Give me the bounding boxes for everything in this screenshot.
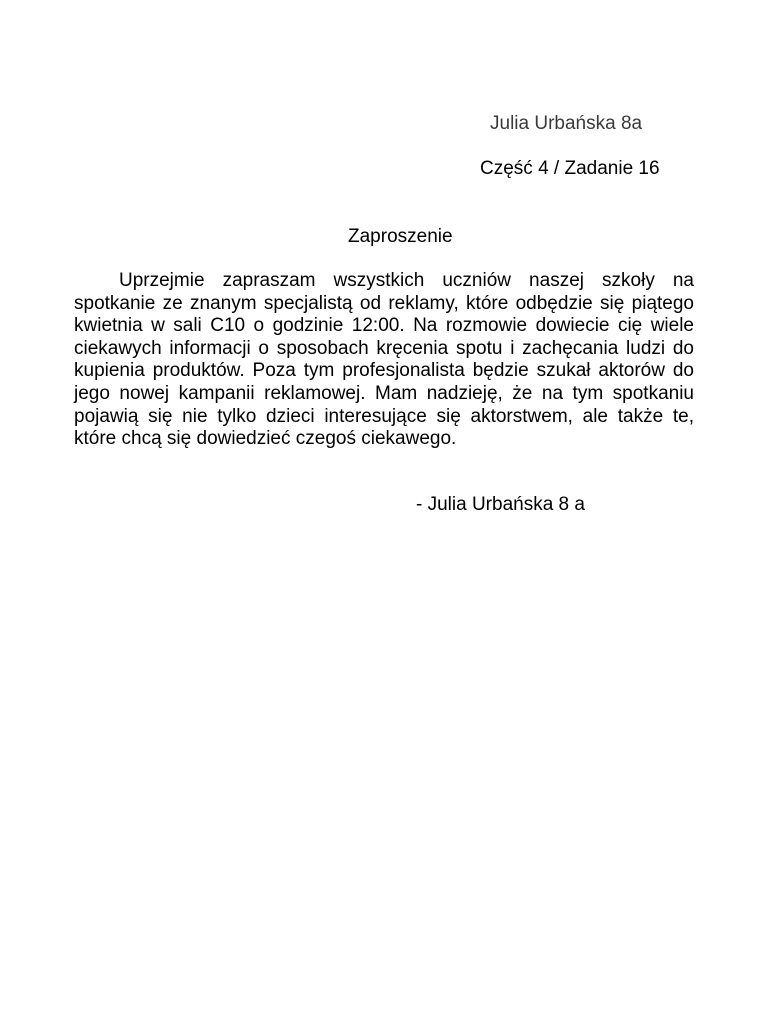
- author-header: Julia Urbańska 8a: [490, 113, 643, 134]
- signature: - Julia Urbańska 8 a: [416, 494, 585, 515]
- invitation-body: Uprzejmie zapraszam wszystkich uczniów naszej szkoły na spotkanie ze znanym specjalistą od reklamy, które odbędzie się piątego kwietnia w sali C10 o godzinie 12:00. Na rozmowie dowiecie cię wiele ciekawych informacji o sposobach kręcenia spotu i zachęcania ludzi do kupienia produktów. Poza tym profesjonalista będzie szukał aktorów do jego nowej kampanii reklamowej. Mam nadzieję, że na tym spotkaniu pojawią się nie tylko dzieci interesujące się aktorstwem, ale także te, które chcą się dowiedzieć czegoś ciekawego.: [74, 270, 694, 450]
- document-title: Zaproszenie: [348, 226, 453, 247]
- part-task-label: Część 4 / Zadanie 16: [480, 158, 660, 179]
